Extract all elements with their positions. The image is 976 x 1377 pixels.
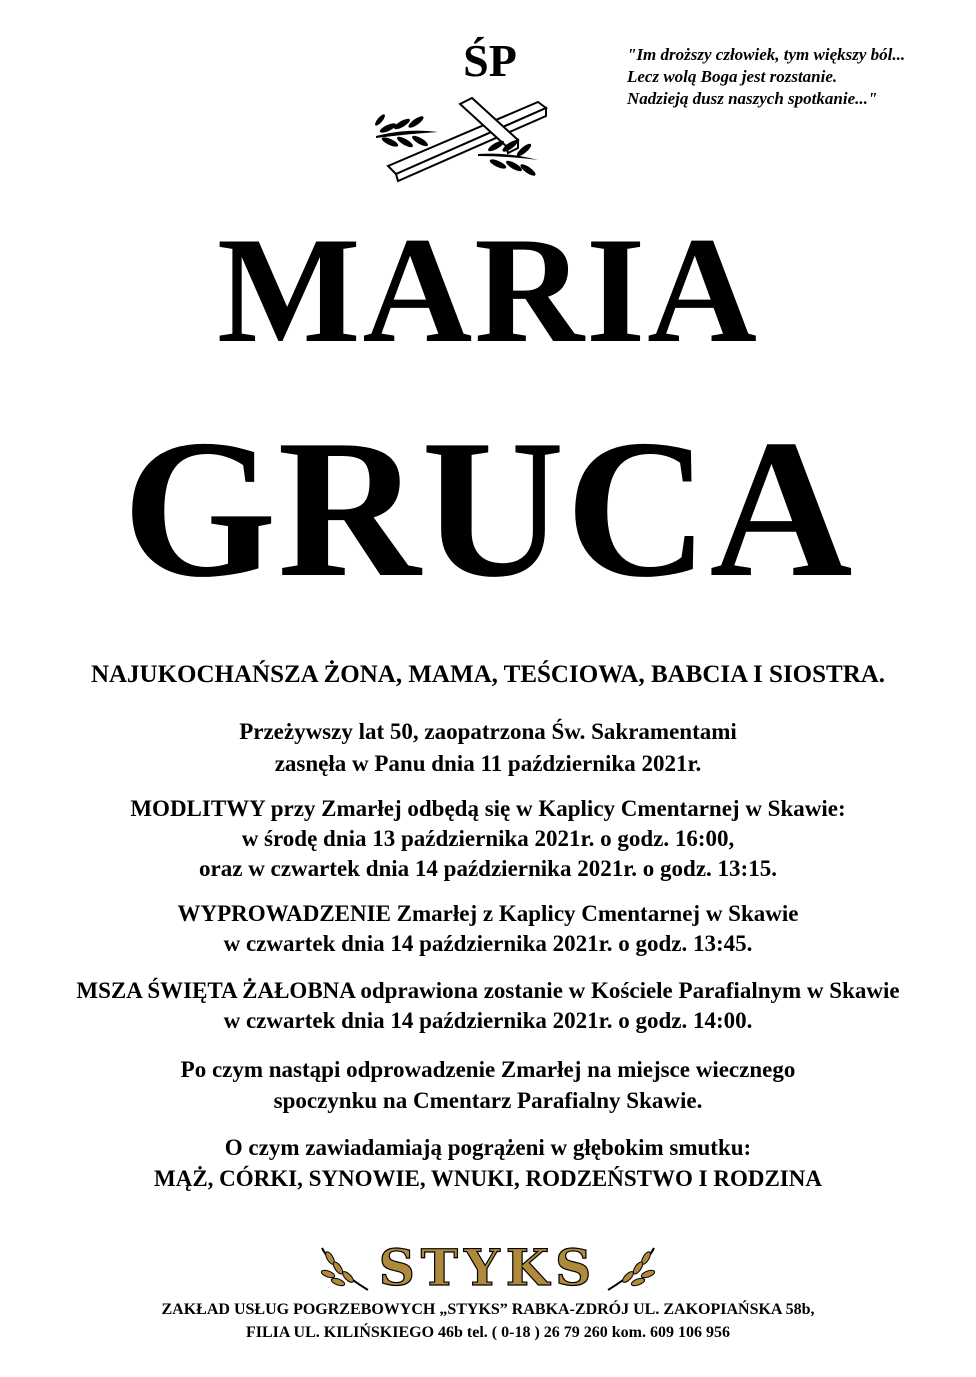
company-contact-line: FILIA UL. KILIŃSKIEGO 46b tel. ( 0-18 ) 26 79 260 kom. 609 106 956 (245, 1324, 731, 1341)
departure-line: w czwartek dnia 14 października 2021r. o godz. 13:45. (223, 931, 753, 956)
prayers-line: w środę dnia 13 października 2021r. o godz. 16:00, (241, 826, 735, 851)
logo-text: STYKS (378, 1238, 598, 1296)
company-address-line: ZAKŁAD USŁUG POGRZEBOWYCH „STYKS” RABKA-ZDRÓJ UL. ZAKOPIAŃSKA 58b, (161, 1301, 815, 1318)
quote-line: Lecz wolą Boga jest rozstanie. (627, 67, 838, 86)
burial-line: spoczynku na Cmentarz Parafialny Skawie. (273, 1088, 703, 1113)
wheat-left-icon (320, 1248, 368, 1290)
wheat-right-icon (608, 1248, 656, 1290)
sp-heading: ŚP (463, 35, 517, 86)
mourners-line: O czym zawiadamiają pogrążeni w głębokim smutku: (224, 1135, 752, 1160)
prayers-line: MODLITWY przy Zmarłej odbędą się w Kaplicy Cmentarnej w Skawie: (130, 796, 846, 821)
family-roles: NAJUKOCHAŃSZA ŻONA, MAMA, TEŚCIOWA, BABCIA I SIOSTRA. (90, 661, 886, 688)
prayers-line: oraz w czwartek dnia 14 października 2021r. o godz. 13:15. (199, 856, 777, 881)
quote-line: "Im droższy człowiek, tym większy ból... (627, 45, 906, 64)
burial-line: Po czym nastąpi odprowadzenie Zmarłej na miejsce wiecznego (180, 1057, 796, 1082)
death-info-line: zasnęła w Panu dnia 11 października 2021r. (274, 751, 702, 776)
mass-line: w czwartek dnia 14 października 2021r. o godz. 14:00. (223, 1008, 753, 1033)
death-info-line: Przeżywszy lat 50, zaopatrzona Św. Sakramentami (239, 719, 737, 744)
quote (627, 44, 905, 110)
mass-line: MSZA ŚWIĘTA ŻAŁOBNA odprawiona zostanie w Kościele Parafialnym w Skawie (76, 978, 900, 1003)
deceased-first-name: MARIA (217, 206, 759, 374)
cross-with-branches-icon (368, 88, 568, 188)
quote-line: Nadzieją dusz naszych spotkanie..." (627, 89, 878, 108)
mourners-line: MĄŻ, CÓRKI, SYNOWIE, WNUKI, RODZEŃSTWO I RODZINA (154, 1166, 822, 1191)
deceased-last-name: GRUCA (122, 399, 854, 618)
styks-logo (318, 1238, 658, 1296)
departure-line: WYPROWADZENIE Zmarłej z Kaplicy Cmentarnej w Skawie (177, 901, 799, 926)
